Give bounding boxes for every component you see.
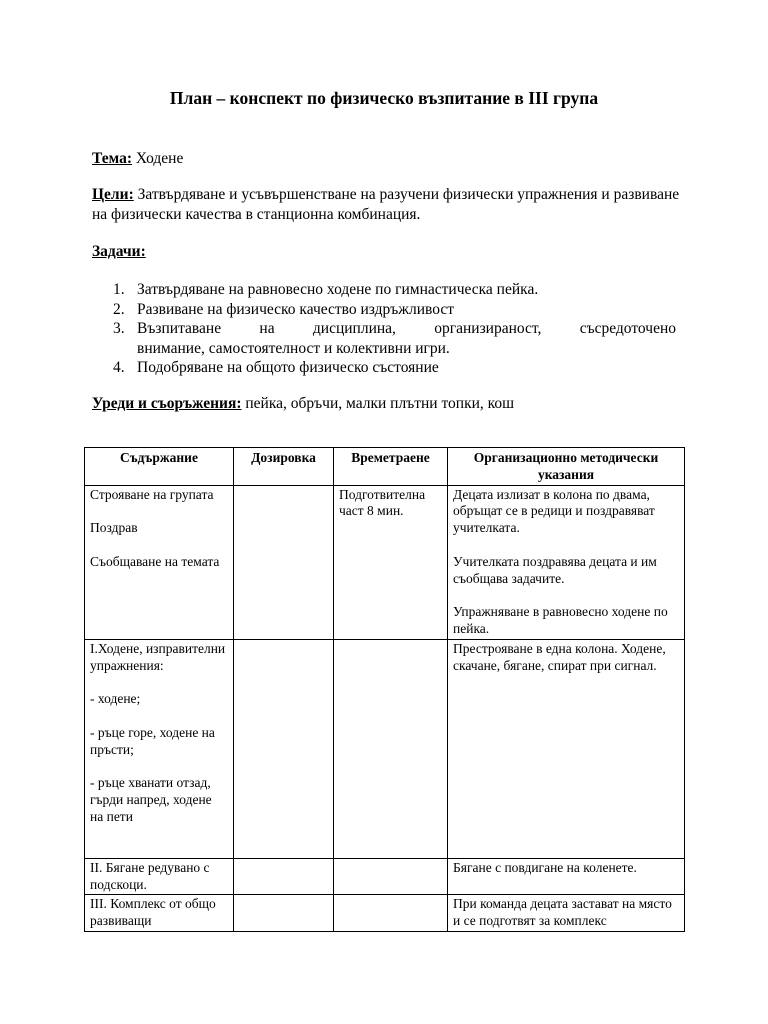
task-number: 4. [113,359,125,376]
lesson-plan-table [84,447,685,932]
cell-notes [448,485,685,639]
cell-dosage [234,858,334,895]
cell-content [85,639,234,858]
task-text: Подобряване на общото физическо състояние [137,359,439,376]
table-row [85,639,685,858]
topic-line [92,149,183,168]
tasks-heading [92,242,146,261]
cell-notes: Бягане с повдигане на коленете. [448,858,685,895]
task-text: Развиване на физическо качество издръжливост [137,300,455,318]
task-item [113,319,676,358]
task-item [113,300,676,320]
spacer [453,537,679,554]
cell-text: Упражняване в равновесно ходене по пейка. [453,604,668,636]
header-notes: Организационно методически указания [448,448,685,486]
topic-value: Ходене [132,150,184,167]
task-number: 3. [113,320,125,337]
cell-dosage [234,639,334,858]
task-number: 1. [113,281,125,298]
equipment-value: пейка, обръчи, малки плътни топки, кош [241,395,515,412]
cell-text: - ръце горе, ходене на пръсти; [90,724,215,757]
cell-text: Поздрав [90,520,138,536]
spacer [90,674,228,691]
table-row [85,485,685,639]
cell-text: - ходене; [90,691,141,707]
cell-notes [448,639,685,858]
cell-dosage [234,485,334,639]
goals-label: Цели: [92,186,134,203]
cell-notes: При команда децата застават на място и се подготвят за комплекс [448,895,685,932]
table-row [85,895,685,932]
cell-content: II. Бягане редувано с подскоци. [85,858,234,895]
header-duration: Времетраене [334,448,448,486]
cell-dosage [234,895,334,932]
cell-duration [334,639,448,858]
header-dosage: Дозировка [234,448,334,486]
page-title: План – конспект по физическо възпитание в III група [169,88,599,108]
cell-duration: Подготвителна част 8 мин. [334,485,448,639]
cell-text: Съобщаване на темата [90,553,220,569]
table-row [85,858,685,895]
spacer [90,503,228,520]
cell-duration [334,858,448,895]
cell-text: - ръце хванати отзад, гърди напред, ходене на пети [90,775,212,824]
table-header-row [85,448,685,486]
goals-paragraph [92,185,682,224]
task-item [113,280,676,300]
spacer [90,708,228,725]
cell-duration [334,895,448,932]
task-text: Затвърдяване на равновесно ходене по гимнастическа пейка. [137,281,539,298]
tasks-label: Задачи: [92,243,146,260]
cell-text: Престрояване в една колона. Ходене, скачане, бягане, спират при сигнал. [453,640,666,673]
tasks-list [113,280,676,378]
cell-content [85,485,234,639]
cell-content: III. Комплекс от общо развиващи [85,895,234,932]
task-text-line1: Възпитаване на дисциплина, организираност, съсредоточено [137,320,676,337]
header-content: Съдържание [85,448,234,486]
spacer [90,537,228,554]
cell-text: Учителката поздравява децата и им съобщава задачите. [453,553,657,586]
cell-text: Строяване на групата [90,486,214,502]
equipment-line [92,394,514,413]
spacer [90,758,228,775]
cell-text: I.Ходене, изправителни упражнения: [90,640,226,673]
task-text-line2: внимание, самостоятелност и колективни игри. [137,339,450,357]
spacer [453,587,679,604]
cell-text: Децата излизат в колона по двама, обръщат се в редици и поздравяват учителката. [453,486,655,536]
task-number: 2. [113,300,125,318]
topic-label: Тема: [92,150,132,167]
goals-value: Затвърдяване и усъвършенстване на разучени физически упражнения и развиване на физически качества в станционна комбинация. [92,186,680,223]
task-item [113,358,676,378]
equipment-label: Уреди и съоръжения: [92,395,242,412]
